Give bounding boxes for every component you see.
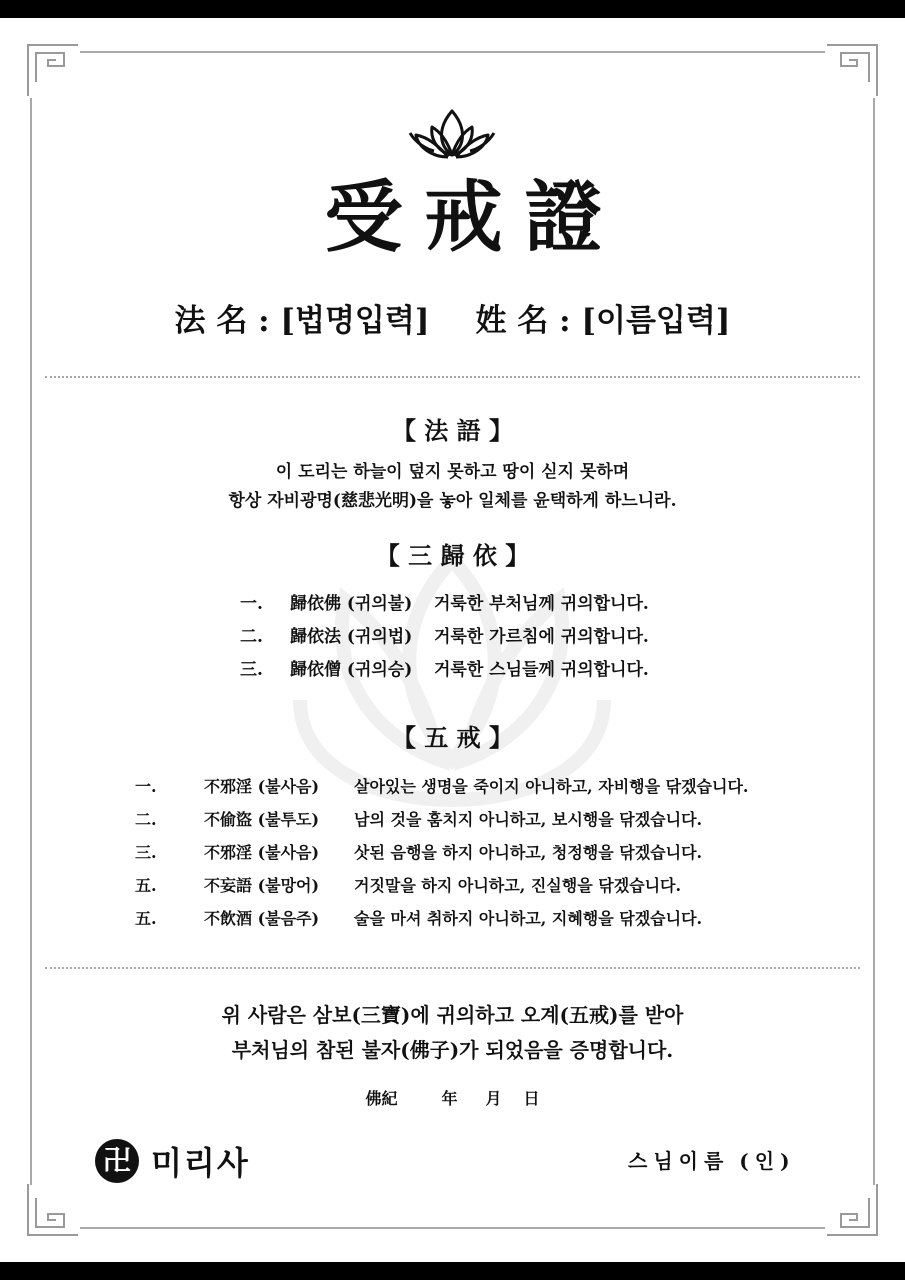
corner-ornament-top-right — [827, 45, 877, 96]
sermon-line: 이 도리는 하늘이 덮지 못하고 땅이 싣지 못하며 — [275, 462, 630, 482]
three-refuges-heading: 【 三 歸 依 】 — [375, 541, 530, 570]
corner-ornament-bottom-left — [28, 1184, 78, 1235]
refuge-name: 歸依法 (귀의법) — [290, 627, 413, 647]
precept-name: 不邪淫 (불사음) — [204, 843, 320, 862]
divider — [45, 967, 860, 969]
date-era: 佛紀 — [365, 1089, 398, 1108]
refuge-text: 거룩한 가르침에 귀의합니다. — [434, 627, 649, 647]
divider — [45, 376, 860, 378]
list-item — [135, 869, 748, 902]
list-item — [240, 588, 649, 621]
precept-name: 不妄語 (불망어) — [204, 876, 320, 895]
refuge-text: 거룩한 부처님께 귀의합니다. — [434, 594, 649, 614]
dharma-name-value: [법명입력] — [280, 303, 430, 339]
date-month: 月 — [485, 1089, 502, 1108]
item-number: 二. — [135, 810, 157, 829]
list-item — [135, 803, 748, 836]
date-line — [0, 1086, 905, 1112]
precept-text: 삿된 음행을 하지 아니하고, 청정행을 닦겠습니다. — [354, 843, 703, 862]
list-item — [135, 902, 748, 935]
seal-mark: (인) — [739, 1149, 796, 1173]
precept-text: 술을 마셔 취하지 아니하고, 지혜행을 닦겠습니다. — [354, 909, 703, 928]
list-item — [135, 836, 748, 869]
temple-name: 미리사 — [151, 1144, 250, 1182]
corner-ornament-top-left — [28, 45, 78, 96]
list-item — [240, 621, 649, 654]
list-item — [135, 770, 748, 803]
dharma-name-label: 法 名 : — [174, 303, 270, 339]
certification-text — [0, 998, 905, 1068]
top-black-bar — [0, 0, 905, 18]
item-number: 一. — [240, 594, 263, 614]
precept-text: 살아있는 생명을 죽이지 아니하고, 자비행을 닦겠습니다. — [354, 777, 749, 796]
item-number: 一. — [135, 777, 157, 796]
corner-ornament-bottom-right — [827, 1184, 877, 1235]
item-number: 五. — [135, 876, 157, 895]
manji-icon: 卍 — [95, 1139, 139, 1183]
precept-text: 거짓말을 하지 아니하고, 진실행을 닦겠습니다. — [354, 876, 682, 895]
item-number: 二. — [240, 627, 263, 647]
refuge-name: 歸依僧 (귀의승) — [290, 660, 413, 680]
precept-text: 남의 것을 훔치지 아니하고, 보시행을 닦겠습니다. — [354, 810, 703, 829]
item-number: 三. — [135, 843, 157, 862]
precept-name: 不偷盜 (불투도) — [204, 810, 320, 829]
item-number: 三. — [240, 660, 263, 680]
certification-line: 위 사람은 삼보(三寶)에 귀의하고 오계(五戒)를 받아 — [221, 1003, 684, 1027]
date-day: 日 — [523, 1089, 540, 1108]
lotus-icon — [402, 105, 502, 161]
name-fields — [0, 298, 905, 344]
refuge-name: 歸依佛 (귀의불) — [290, 594, 413, 614]
five-precepts-heading: 【 五 戒 】 — [391, 723, 514, 752]
five-precepts-list — [135, 770, 748, 935]
precept-name: 不飲酒 (불음주) — [204, 909, 320, 928]
date-year: 年 — [441, 1089, 458, 1108]
lay-name-label: 姓 名 : — [475, 303, 571, 339]
lay-name-value: [이름입력] — [581, 303, 731, 339]
page-title: 受戒證 — [324, 172, 625, 263]
item-number: 五. — [135, 909, 157, 928]
temple-logo — [95, 1137, 250, 1185]
three-refuges-list — [240, 588, 649, 687]
refuge-text: 거룩한 스님들께 귀의합니다. — [434, 660, 649, 680]
certification-line: 부처님의 참된 불자(佛子)가 되었음을 증명합니다. — [231, 1038, 674, 1062]
monk-name: 스님이름 — [628, 1149, 730, 1173]
sermon-heading: 【 法 語 】 — [391, 416, 514, 445]
list-item — [240, 654, 649, 687]
precept-name: 不邪淫 (불사음) — [204, 777, 320, 796]
bottom-black-bar — [0, 1262, 905, 1280]
sermon-text — [0, 458, 905, 516]
sermon-line: 항상 자비광명(慈悲光明)을 놓아 일체를 윤택하게 하느니라. — [228, 491, 677, 511]
signature — [628, 1146, 796, 1176]
